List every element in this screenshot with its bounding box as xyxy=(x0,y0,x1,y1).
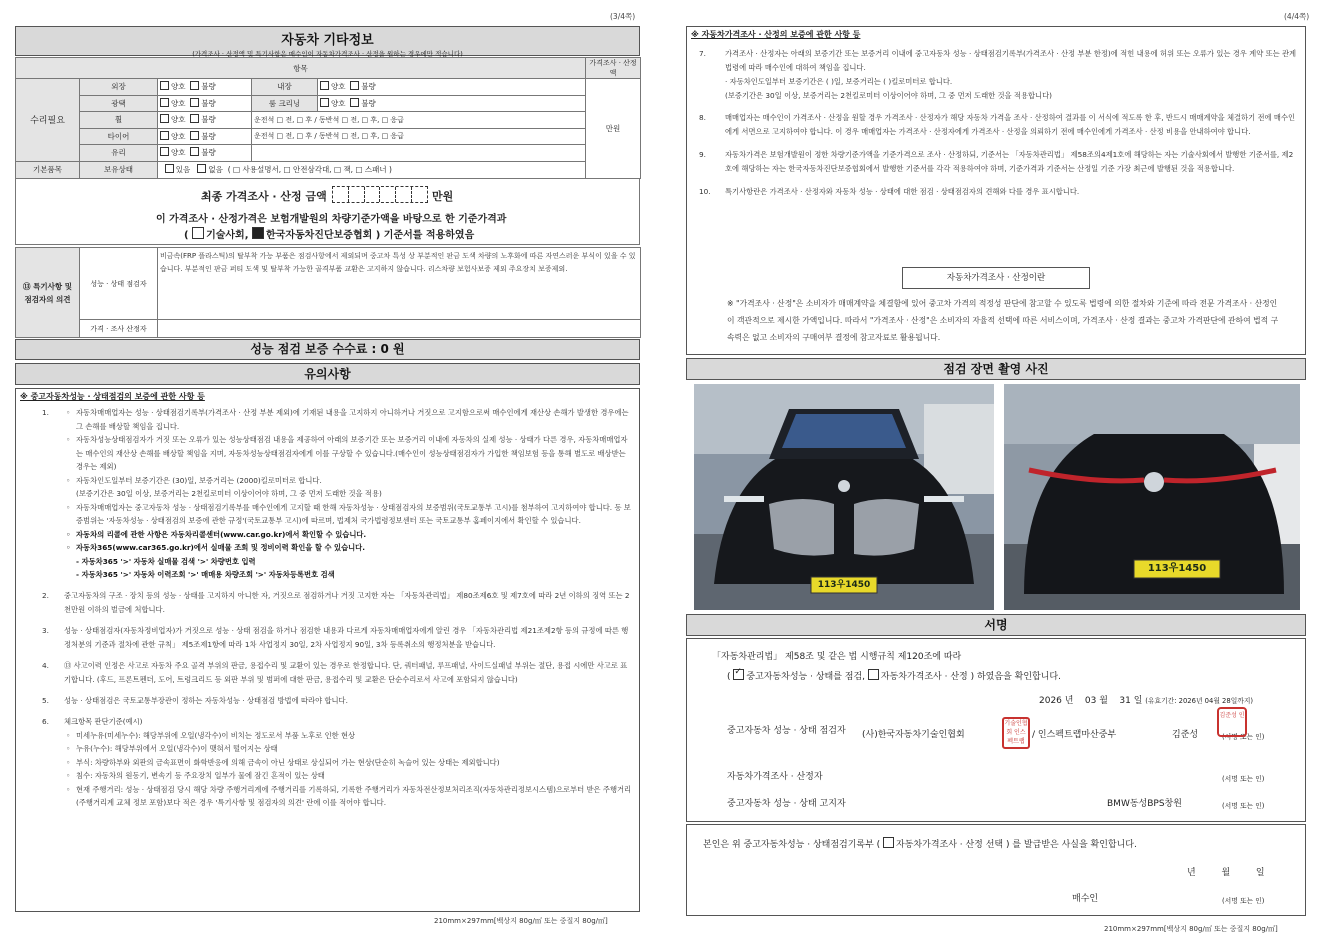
checkbox[interactable] xyxy=(190,98,199,107)
repair-row-left-options: 양호 불량 xyxy=(158,128,252,145)
notifier-name: BMW동성BPS창원 xyxy=(1107,799,1182,809)
section-title-bar xyxy=(15,26,640,56)
price-cell: 만원 xyxy=(586,79,641,179)
wheel-detail: 운전석 □ 전, □ 후 / 동반석 □ 전, □ 후, □ 응급 xyxy=(252,112,586,129)
repair-row-left-options: 양호 불량 xyxy=(158,112,252,129)
checkbox[interactable] xyxy=(350,81,359,90)
notice-item-7: 7. 가격조사 · 산정자는 아래의 보증기간 또는 보증거리 이내에 중고자동차 성능 · 상태점검기록부(가격조사 · 산정 부분 한정)에 적힌 내용에 허위 또는 오류가 있는 경우 계약 또는 관계법령에 따라 매수인에 대하여 책임을 집니다. · 자동차인도일부터 보증기간은 ( )일, 보증거리는 ( )킬로미터로 합니다. (보증기간은 30일 이상, 보증거리는 2천킬로미터 이상이어야 하며, 그 중 먼저 도래한 것을 적용합니다) xyxy=(699,49,1297,100)
repair-row-right-label: 룸 크리닝 xyxy=(252,95,318,112)
notifier-label: 중고자동차 성능 · 상태 고지자 xyxy=(727,799,846,809)
checkbox[interactable] xyxy=(160,98,169,107)
notice-item-5: 5. 성능 · 상태점검은 국토교통부장관이 정하는 자동차성능 · 상태점검 방법에 따라야 합니다. xyxy=(42,695,348,705)
checkbox[interactable] xyxy=(160,131,169,140)
inspector-sign: (서명 또는 인) xyxy=(1222,733,1265,741)
header-price: 가격조사 · 산정액 xyxy=(586,58,641,79)
repair-row-right-options: 양호 불량 xyxy=(318,95,586,112)
perf-inspector-opinion: 비금속(FRP 플라스틱)의 탈부착 가능 부품은 점검사항에서 제외되며 중고차 특성 상 부분적인 판금 도색 차량의 노후화에 따른 자연스러운 부식이 있을 수 있습니다. 부분적인 판금 퍼티 도색 및 탈부착 가능한 골격부품 교환은 고지하지 않습니다. 리스차량 보험사보증 제외 주요장치 보증제외. xyxy=(158,248,641,320)
notice-list xyxy=(32,406,632,810)
checkbox[interactable] xyxy=(160,81,169,90)
repair-table xyxy=(15,57,641,179)
price-assessor-label: 자동차가격조사 · 산정자 xyxy=(727,772,823,782)
paper-note: 210mm×297mm[백상지 80g/㎡ 또는 중질지 80g/㎡] xyxy=(434,917,608,925)
final-price-block xyxy=(15,178,640,245)
section-subtitle: (가격조사 · 산정액 및 특기사항은 매수인이 자동차가격조사 · 산정을 원하는 경우에만 적습니다) xyxy=(192,50,463,58)
checkbox-receipt-price[interactable] xyxy=(883,837,894,848)
basis-line-1: 이 가격조사 · 산정가격은 보험개발원의 차량기준가액을 바탕으로 한 기준가격과 xyxy=(156,214,507,225)
front-car-photo xyxy=(694,384,994,610)
caution-title: 유의사항 xyxy=(15,363,640,385)
price-inspector-opinion xyxy=(158,320,641,338)
page-number: (3/4쪽) xyxy=(610,12,636,21)
final-price-input[interactable] xyxy=(332,186,428,203)
checkbox[interactable] xyxy=(190,147,199,156)
special-label: ⑬ 특기사항 및 점검자의 의견 xyxy=(16,248,80,338)
repair-row-left-label: 유리 xyxy=(80,145,158,162)
notice-item-8: 8. 매매업자는 매수인이 가격조사 · 산정을 원할 경우 가격조사 · 산정자가 해당 자동차 가격을 조사 · 산정하여 결과를 이 서식에 적도록 한 후, 반드시 매매계약을 체결하기 전에 매수인에게 서면으로 고지하여야 합니다. 이 경우 매매업자는 가격조사 · 산정자에게 가격조사 · 산정을 의뢰하기 전에 매수인에게 가격조사 · 산정 비용을 안내하여야 합니다. xyxy=(699,113,1296,136)
notice-item-10: 10. 특기사항란은 가격조사 · 산정자와 자동차 성능 · 상태에 대한 점검 · 상태점검자의 견해와 다를 경우 표시합니다. xyxy=(699,187,1080,196)
repair-row-left-options: 양호 불량 xyxy=(158,79,252,96)
basis-line-2: ( 기술사회, 한국자동차진단보증협회 ) 기준서를 적용하였음 xyxy=(184,226,474,241)
association-seal: 기술인협회 인스펙트랩 xyxy=(1002,717,1030,749)
notice-item-6: 6. 체크항목 판단기준(예시) ◦ 미세누유(미세누수): 해당부위에 오일(냉각수)이 비치는 정도로서 부품 노후로 인한 현상 ◦ 누유(누수): 해당부위에서 오일(냉각수)이 맺혀서 떨어지는 상태 ◦ 부식: 차량하부와 외판의 금속표면이 화학반응에 의해 금속이 아닌 상태로 상실되어 가는 현상(단순히 녹슬어 있는 상태는 제외합니다) ◦ 침수: 자동차의 원동기, 변속기 등 주요장치 일부가 물에 잠긴 흔적이 있는 상태 ◦ 현재 주행거리: 성능 · 상태점검 당시 해당 차량 주행거리계에 주행거리를 기록하되, 기록한 주행거리가 자동차전산정보처리조직(자동차관리정보시스템)으로부터 받은 주행거리(주행거리계 교체 정보 포함)보다 적은 경우 '특기사항 및 점검자의 의견' 란에 이를 적어야 합니다. xyxy=(32,715,632,810)
price-inspector-label: 가격 · 조사 산정자 xyxy=(80,320,158,338)
rear-car-photo xyxy=(1004,384,1300,610)
repair-label: 수리필요 xyxy=(16,79,80,162)
repair-row-left-label: 광택 xyxy=(80,95,158,112)
rear-plate: 113우1450 xyxy=(1147,563,1207,574)
inspector-label: 중고자동차 성능 · 상태 점검자 xyxy=(727,726,846,736)
receipt-text: 본인은 위 중고자동차성능 · 상태점검기록부 ( 자동차가격조사 · 산정 선택 ) 를 발급받은 사실을 확인합니다. xyxy=(703,837,1137,850)
checkbox[interactable] xyxy=(350,98,359,107)
repair-row-right-label: 내장 xyxy=(252,79,318,96)
repair-row-left-options: 양호 불량 xyxy=(158,145,252,162)
definition-box-title: 자동차가격조사 · 산정이란 xyxy=(902,267,1090,289)
checkbox[interactable] xyxy=(320,81,329,90)
paper-note: 210mm×297mm[백상지 80g/㎡ 또는 중질지 80g/㎡] xyxy=(1104,925,1278,933)
repair-row-left-label: 타이어 xyxy=(80,128,158,145)
notice-title: ※ 중고자동차성능 · 상태점검의 보증에 관한 사항 등 xyxy=(20,392,205,401)
sign-date: 2026 년 03 월 31 일 (유효기간: 2026년 04월 28일까지) xyxy=(1039,696,1254,706)
checkbox[interactable] xyxy=(160,114,169,123)
notice-item-3: 3. 성능 · 상태점검자(자동차정비업자)가 거짓으로 성능 · 상태 점검을 하거나 점검한 내용과 다르게 자동차매매업자에게 알린 경우 「자동차관리법 제21조제2항 등의 규정에 따른 행정처분의 기준과 절차에 관한 규칙」 제5조제1항에 따라 1차 사업정지 30일, 2차 사업정지 90일, 3차 등록취소의 행정처분을 받습니다. xyxy=(42,625,629,649)
final-price-unit: 만원 xyxy=(432,190,454,203)
basic-status-label: 보유상태 xyxy=(80,161,158,178)
inspector-name: 김준성 xyxy=(1172,730,1199,740)
checkbox-performance[interactable] xyxy=(733,669,744,680)
signature-box xyxy=(686,638,1306,822)
notice-title: ※ 자동차가격조사 · 산정의 보증에 관한 사항 등 xyxy=(691,30,861,39)
right-notice-box xyxy=(686,26,1306,355)
inspector-org: (사)한국자동차기술인협회 xyxy=(862,730,965,740)
notice-item-4: 4. ⑬ 사고이력 인정은 사고로 자동차 주요 골격 부위의 판금, 용접수리 및 교환이 있는 경우로 한정합니다. 단, 쿼터패널, 루프패널, 사이드실패널 부위는 절단, 용접 시에만 사고로 표기합니다. (후드, 프론트펜더, 도어, 트렁크리드 등 외판 부위 및 범퍼에 대한 판금, 용접수리 및 교환은 단순수리로서 사고에 포함되지 않습니다) xyxy=(42,660,628,684)
right-page xyxy=(664,0,1328,936)
left-notice-box xyxy=(15,388,640,912)
notice-item-1: 1. ◦ 자동차매매업자는 성능 · 상태점검기록부(가격조사 · 산정 부분 제외)에 기재된 내용을 고지하지 아니하거나 거짓으로 고지함으로써 매수인에게 재산상 손해가 발생한 경우에는 그 손해를 배상할 책임을 집니다. ◦ 자동차성능상태점검자가 거짓 또는 오류가 있는 성능상태점검 내용을 제공하여 아래의 보증기간 또는 보증거리 이내에 자동차의 실제 성능 · 상태가 다른 경우, 자동차매매업자는 매수인의 재산상 손해를 배상할 책임을 지며, 자동차성능상태점검자에게 이를 구상할 수 있습니다.(매수인이 성능상태점검자가 가입한 책임보험 등을 통해 별도로 배상받는 경우는 제외) ◦ 자동차인도일부터 보증기간은 (30)일, 보증거리는 (2000)킬로미터로 합니다. (보증기간은 30일 이상, 보증거리는 2천킬로미터 이상이어야 하며, 그 중 먼저 도래한 것을 적용) ◦ 자동차매매업자는 중고자동차 성능 · 상태점검기록부를 매수인에게 고지할 때 한해 자동차성능 · 상태점검자의 보증범위(국토교통부 고시)를 첨부하여 고지하여야 합니다. 동 보증범위는 '자동차성능 · 상태점검의 보증에 관한 규정'(국토교통부 고시)에 따르며, 법제처 국가법령정보센터 또는 국토교통부 홈페이지에서 확인할 수 있습니다. ◦ 자동차의 리콜에 관한 사항은 자동차리콜센터(www.car.go.kr)에서 확인할 수 있습니다. ◦ 자동차365(www.car365.go.kr)에서 실매물 조회 및 정비이력 확인을 할 수 있습니다. - 자동차365 '>' 자동차 실매물 검색 '>' 차량번호 입력 - 자동차365 '>' 자동차 이력조회 '>' 매매용 차량조회 '>' 자동차등록번호 검색 xyxy=(32,406,632,582)
repair-row-left-options: 양호 불량 xyxy=(158,95,252,112)
perf-inspector-label: 성능 · 상태 점검자 xyxy=(80,248,158,320)
checkbox[interactable] xyxy=(190,131,199,140)
notice-item-2: 2. 중고자동차의 구조 · 장치 등의 성능 · 상태를 고지하지 아니한 자, 거짓으로 점검하거나 거짓 고지한 자는 「자동차관리법」 제80조제6호 및 제7호에 따라 2년 이하의 징역 또는 2천만원 이하의 벌금에 처합니다. xyxy=(42,590,630,614)
checkbox[interactable] xyxy=(190,114,199,123)
buyer-label: 매수인 xyxy=(1072,894,1099,904)
checkbox-tech-society[interactable] xyxy=(192,227,204,239)
basic-label: 기본품목 xyxy=(16,161,80,178)
final-price-label: 최종 가격조사 · 산정 금액 xyxy=(201,190,327,203)
front-plate: 113우1450 xyxy=(817,580,871,590)
checkbox[interactable] xyxy=(197,164,206,173)
definition-text: ※ "가격조사 · 산정"은 소비자가 매매계약을 체결함에 있어 중고차 가격의 적정성 판단에 참고할 수 있도록 법령에 의한 절차와 기준에 따라 전문 가격조사 · 산정인이 객관적으로 제시한 가액입니다. 따라서 "가격조사 · 산정"은 소비자의 자율적 선택에 따른 서비스이며, 가격조사 · 산정 결과는 중고차 가격판단에 관하여 법적 구속력은 없고 소비자의 구매여부 결정에 참고자료로 활용됩니다. xyxy=(727,299,1279,342)
checkbox-diagnosis-assoc[interactable] xyxy=(252,227,264,239)
checkbox-price[interactable] xyxy=(868,669,879,680)
checkbox[interactable] xyxy=(190,81,199,90)
notice-item-9: 9. 자동차가격은 보험개발원이 정한 차량기준가액을 기준가격으로 조사 · 산정하되, 기준서는 「자동차관리법」 제58조의4제1호에 해당하는 자는 기술사회에서 발행한 기준서를, 제2호에 해당하는 자는 한국자동차진단보증협회에서 발행한 기준서를 각각 적용하여야 하며, 기준가격과 기준서는 산정일 기준 가장 최근에 발행된 것을 적용합니다. xyxy=(699,150,1294,173)
repair-row-left-label: 휠 xyxy=(80,112,158,129)
notice-list xyxy=(699,47,1299,199)
special-notes-table xyxy=(15,247,641,338)
price-assessor-sign: (서명 또는 인) xyxy=(1222,775,1265,783)
buyer-sign: (서명 또는 인) xyxy=(1222,897,1265,905)
receipt-date: 년 월 일 xyxy=(1187,868,1265,878)
photos-title: 점검 장면 촬영 사진 xyxy=(686,358,1306,380)
repair-row-left-label: 외장 xyxy=(80,79,158,96)
sign-title: 서명 xyxy=(686,614,1306,636)
glass-empty xyxy=(252,145,586,162)
checkbox[interactable] xyxy=(320,98,329,107)
tire-detail: 운전석 □ 전, □ 후 / 동반석 □ 전, □ 후, □ 응급 xyxy=(252,128,586,145)
checkbox[interactable] xyxy=(160,147,169,156)
notifier-sign: (서명 또는 인) xyxy=(1222,802,1265,810)
section-title: 자동차 기타정보 xyxy=(281,33,374,48)
sign-law: 「자동차관리법」 제58조 및 같은 법 시행규칙 제120조에 따라 xyxy=(712,652,962,662)
inspector-branch: / 인스펙트랩마산중부 xyxy=(1032,730,1117,740)
sign-options: ( ✓중고자동차성능 · 상태를 점검, 자동차가격조사 · 산정 ) 하였음을 확인합니다. xyxy=(727,669,1061,682)
repair-row-right-options: 양호 불량 xyxy=(318,79,586,96)
basic-options: 있음 없음 ( □ 사용설명서, □ 안전삼각대, □ 잭, □ 스패너 ) xyxy=(158,161,586,178)
header-item: 항목 xyxy=(16,58,586,79)
checkbox[interactable] xyxy=(165,164,174,173)
page-number: (4/4쪽) xyxy=(1284,12,1310,21)
receipt-box xyxy=(686,824,1306,916)
inspector-seal: 김준성 인 xyxy=(1217,707,1247,737)
fee-bar: 성능 점검 보증 수수료 : 0 원 xyxy=(15,339,640,360)
